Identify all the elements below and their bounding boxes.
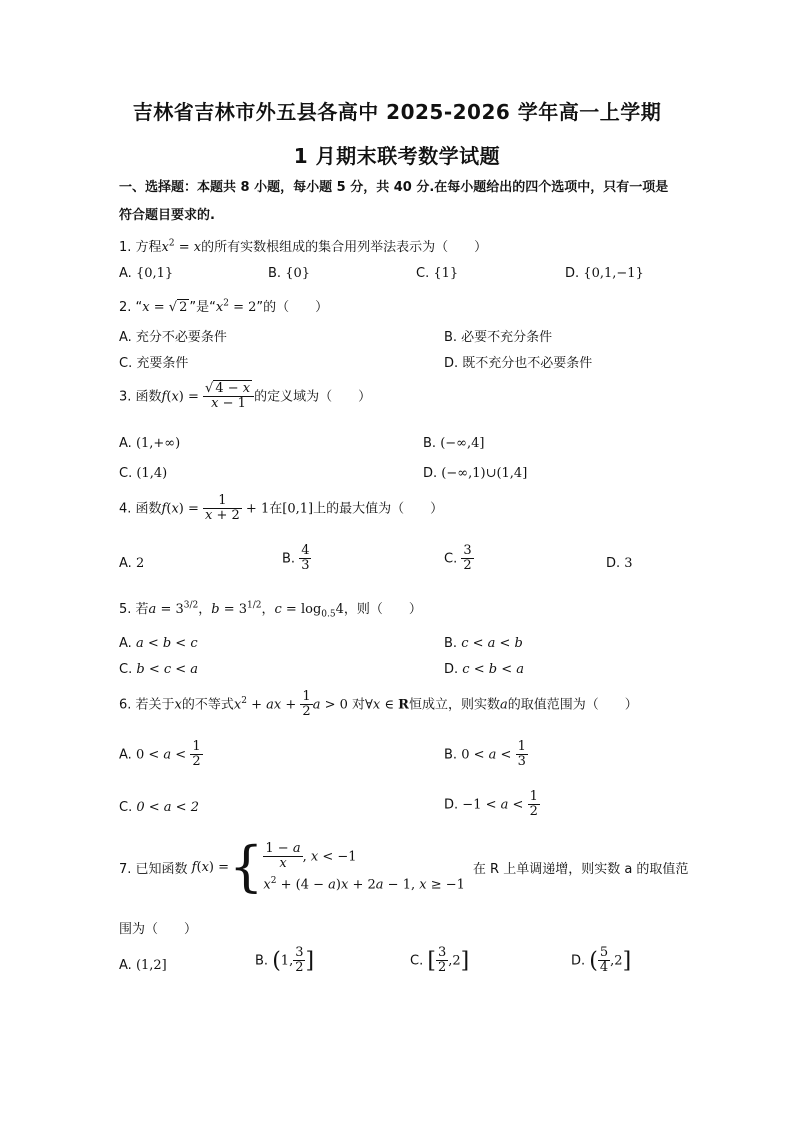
q5-option-b[interactable]: B. c < a < b xyxy=(444,636,523,651)
q6-option-d[interactable]: D. −1 < a < $\frac{1}{2}$ xyxy=(444,789,538,820)
q4-option-c[interactable]: C. $\frac{3}{2}$ xyxy=(444,543,472,574)
q5-option-c[interactable]: C. b < c < a xyxy=(119,662,199,677)
q1-option-a[interactable]: A. {0,1} xyxy=(119,266,174,281)
q6-option-a[interactable]: A. 0 < a < $\frac{1}{2}$ xyxy=(119,739,201,770)
q2-option-a[interactable]: A. 充分不必要条件 xyxy=(119,330,227,345)
q5-option-a[interactable]: A. a < b < c xyxy=(119,636,198,651)
q7-option-a[interactable]: A. (1,2] xyxy=(119,958,167,973)
question-5: 5. 若$a = 3^{3/2}$，$b = 3^{1/2}$，$c = \log_{0.5}4$，则（ ） xyxy=(119,600,422,620)
q3-option-d[interactable]: D. (−∞,1)∪(1,4] xyxy=(423,466,528,481)
q1-option-c[interactable]: C. {1} xyxy=(416,266,459,281)
question-6: 6. 若关于x的不等式$x^2$ + ax + $\frac{1}{2}$ a > 0 对∀x ∈ R恒成立，则实数a的取值范围为（ ） xyxy=(119,689,638,720)
question-7-line-2: 围为（ ） xyxy=(119,922,198,937)
q7-option-d[interactable]: D. ( $\frac{5}{4}$ ,2] xyxy=(571,945,632,976)
q6-option-b[interactable]: B. 0 < a < $\frac{1}{3}$ xyxy=(444,739,526,770)
question-7: 7. 已知函数 f ( x ) = { $\frac{1 - a}{x}$ , x < −1 $x^2 + (4 - a)x + 2a - 1$, x ≥ −1 在 R 上单调递增，则实数 a 的取值范 xyxy=(119,835,689,898)
question-2: 2. “x = √ 2 ”是“$x^2 = 2$”的（ ） xyxy=(119,298,329,315)
q5-option-d[interactable]: D. c < b < a xyxy=(444,662,524,677)
q6-option-c[interactable]: C. 0 < a < 2 xyxy=(119,800,199,815)
q2-option-c[interactable]: C. 充要条件 xyxy=(119,356,189,371)
q3-option-c[interactable]: C. (1,4) xyxy=(119,466,168,481)
section-heading: 一、选择题：本题共 8 小题，每小题 5 分，共 40 分.在每小题给出的四个选项中，只有一项是符合题目要求的. xyxy=(119,180,669,223)
q4-option-d[interactable]: D. 3 xyxy=(606,556,633,571)
q1-option-b[interactable]: B. {0} xyxy=(268,266,311,281)
q2-option-b[interactable]: B. 必要不充分条件 xyxy=(444,330,553,345)
question-3: 3. 函数f(x) = $\frac{√ 4 - x}{x - 1}$ 的定义域为（ ） xyxy=(119,381,372,412)
q4-option-b[interactable]: B. $\frac{4}{3}$ xyxy=(282,543,310,574)
question-1: 1. 方程$x^2 = x$的所有实数根组成的集合用列举法表示为（ ） xyxy=(119,238,488,255)
q3-option-a[interactable]: A. (1,+∞) xyxy=(119,436,181,451)
q2-option-d[interactable]: D. 既不充分也不必要条件 xyxy=(444,356,593,371)
q7-option-b[interactable]: B. (1, $\frac{3}{2}$ ] xyxy=(255,945,315,976)
q4-option-a[interactable]: A. 2 xyxy=(119,556,145,571)
title-line-1: 吉林省吉林市外五县各高中 2025-2026 学年高一上学期 xyxy=(132,100,662,124)
question-4: 4. 函数f(x) = $\frac{1}{x + 2}$ + 1在[0,1]上的最大值为（ ） xyxy=(119,493,444,524)
q1-option-d[interactable]: D. {0,1,−1} xyxy=(565,266,644,281)
q7-option-c[interactable]: C. [ $\frac{3}{2}$ ,2] xyxy=(410,945,470,976)
q3-option-b[interactable]: B. (−∞,4] xyxy=(423,436,485,451)
title-line-2: 1 月期末联考数学试题 xyxy=(293,144,501,168)
